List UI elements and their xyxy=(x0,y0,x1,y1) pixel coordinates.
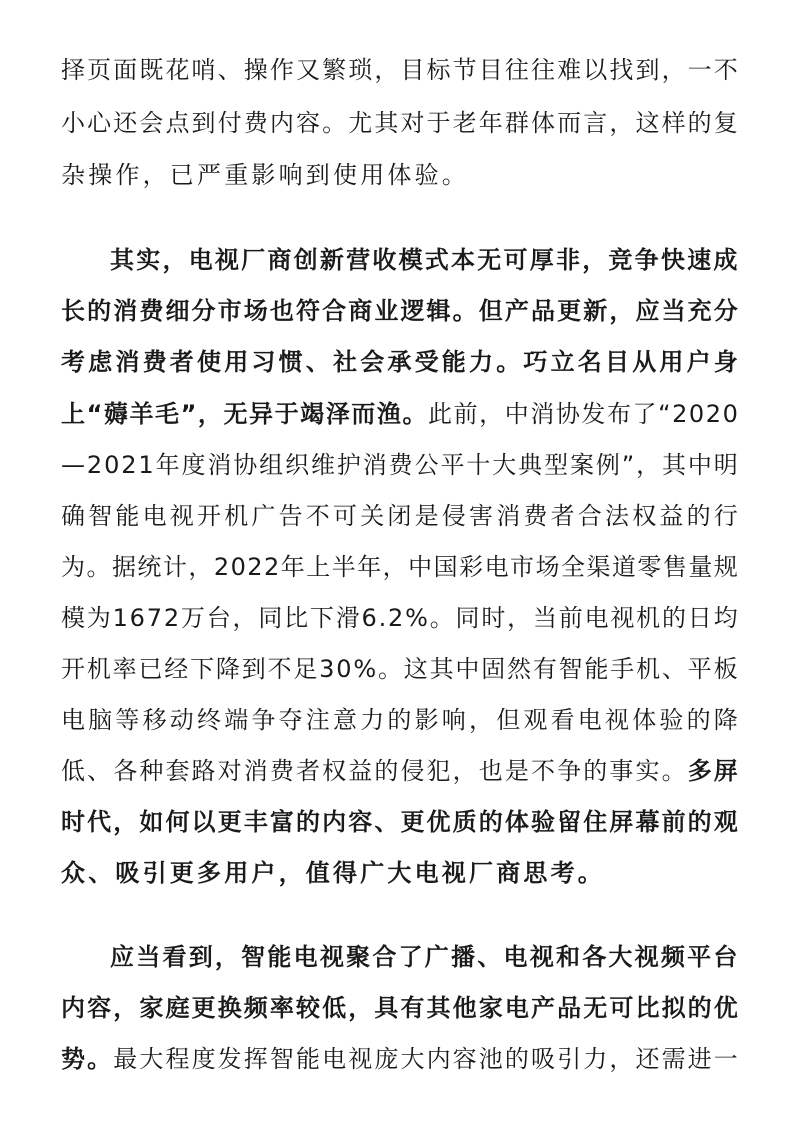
text-run: 长的消费细分市场也符合商业逻辑。但产品更新，应当充分 xyxy=(61,297,740,325)
text-line xyxy=(61,700,741,740)
text-line xyxy=(61,155,741,195)
text-line xyxy=(61,394,741,434)
text-run: 杂操作，已严重影响到使用体验。 xyxy=(61,161,469,189)
text-line xyxy=(61,445,741,485)
text-line xyxy=(61,291,741,331)
text-run: 为。据统计，2022年上半年，中国彩电市场全渠道零售量规 xyxy=(61,553,740,581)
text-line xyxy=(61,1039,741,1079)
text-line xyxy=(61,50,741,90)
text-run: 模为1672万台，同比下滑6.2%。同时，当前电视机的日均 xyxy=(61,604,740,632)
text-run: 内容，家庭更换频率较低，具有其他家电产品无可比拟的优 xyxy=(61,994,740,1022)
text-line xyxy=(61,802,741,842)
text-line xyxy=(61,598,741,638)
text-line xyxy=(61,649,741,689)
text-run: 时代，如何以更丰富的内容、更优质的体验留住屏幕前的观 xyxy=(61,808,740,836)
text-line xyxy=(61,988,741,1028)
text-line xyxy=(61,751,741,791)
text-run: 小心还会点到付费内容。尤其对于老年群体而言，这样的复 xyxy=(61,109,740,137)
text-run: 确智能电视开机广告不可关闭是侵害消费者合法权益的行 xyxy=(61,502,741,530)
text-run: 众、吸引更多用户，值得广大电视厂商思考。 xyxy=(61,859,605,887)
text-run: 择页面既花哨、操作又繁琐，目标节目往往难以找到，一不 xyxy=(61,56,740,84)
text-line xyxy=(61,103,741,143)
text-line xyxy=(61,547,741,587)
text-line xyxy=(110,240,741,280)
text-run: 其实，电视厂商创新营收模式本无可厚非，竞争快速成 xyxy=(110,246,740,274)
text-run: 上“薅羊毛”，无异于竭泽而渔。 xyxy=(61,400,429,428)
text-line xyxy=(61,496,741,536)
text-line xyxy=(61,853,741,893)
text-line xyxy=(110,937,741,977)
text-run: 最大程度发挥智能电视庞大内容池的吸引力，还需进一 xyxy=(113,1045,740,1073)
text-run: 电脑等移动终端争夺注意力的影响，但观看电视体验的降 xyxy=(61,706,741,734)
text-line xyxy=(61,342,741,382)
text-run: 开机率已经下降到不足30%。这其中固然有智能手机、平板 xyxy=(61,655,740,683)
text-run: 应当看到，智能电视聚合了广播、电视和各大视频平台 xyxy=(110,943,740,971)
text-run: 考虑消费者使用习惯、社会承受能力。巧立名目从用户身 xyxy=(61,348,741,376)
text-run: 低、各种套路对消费者权益的侵犯，也是不争的事实。 xyxy=(61,757,688,785)
text-run: 多屏 xyxy=(687,757,740,785)
text-run: —2021年度消协组织维护消费公平十大典型案例”，其中明 xyxy=(61,451,740,479)
text-run: 此前，中消协发布了“2020 xyxy=(428,400,740,428)
text-run: 势。 xyxy=(61,1045,114,1073)
